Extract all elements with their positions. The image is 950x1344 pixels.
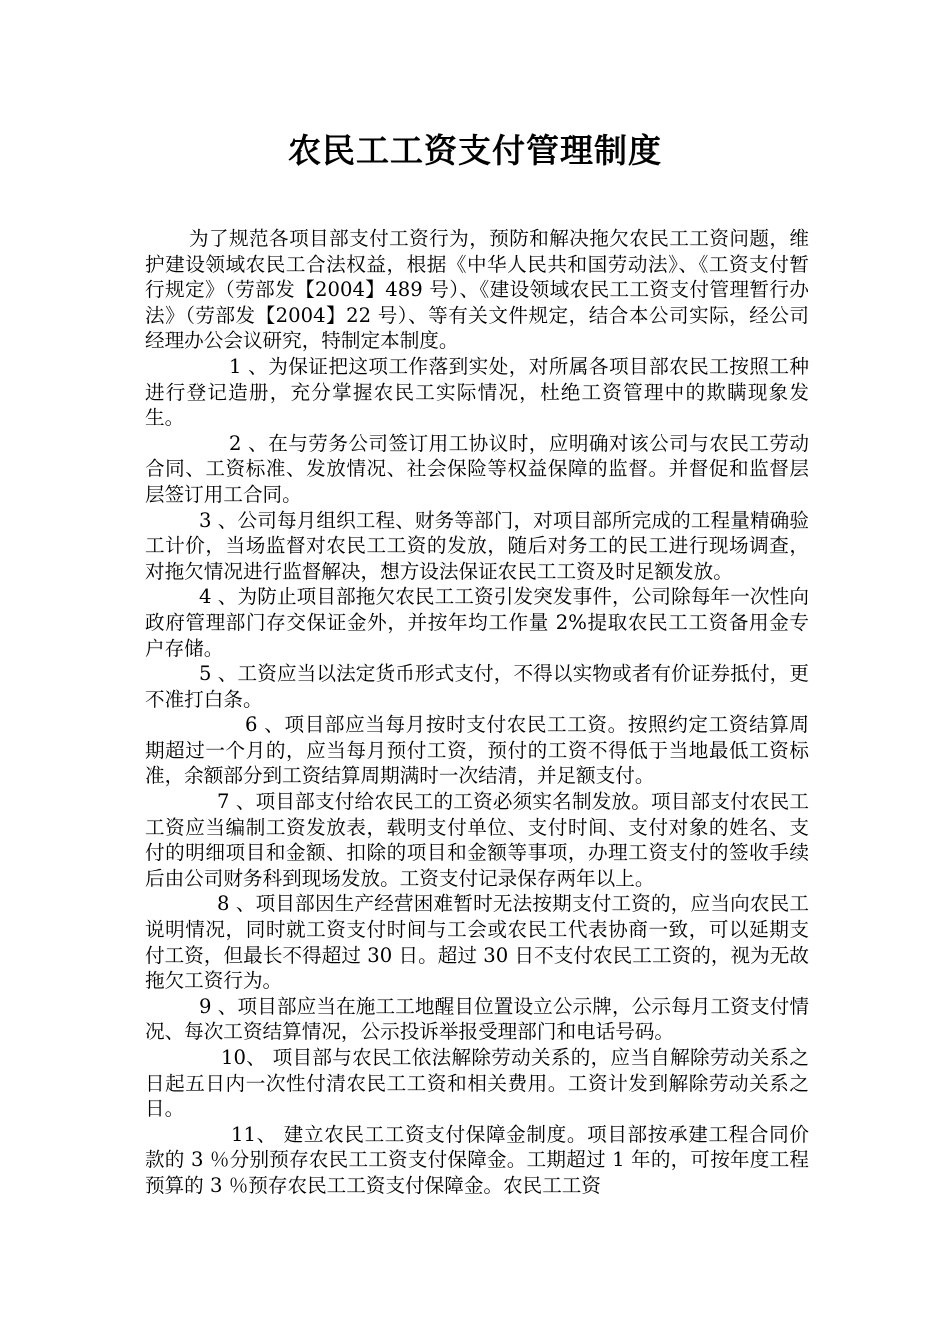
clause-3-paragraph: 3 、公司每月组织工程、财务等部门，对项目部所完成的工程量精确验工计价，当场监督对农民工工资的发放，随后对务工的民工进行现场调查，对拖欠情况进行监督解决，想方设法保证农民工工资及时足额发放。	[145, 508, 809, 583]
clause-10-paragraph: 10、 项目部与农民工依法解除劳动关系的，应当自解除劳动关系之日起五日内一次性付清农民工工资和相关费用。工资计发到解除劳动关系之日。	[145, 1046, 809, 1121]
clause-8-paragraph: 8 、项目部因生产经营困难暂时无法按期支付工资的，应当向农民工说明情况，同时就工资支付时间与工会或农民工代表协商一致，可以延期支付工资，但最长不得超过 30 日。超过 30 日不支付农民工工资的，视为无故拖欠工资行为。	[145, 892, 809, 993]
clause-6-paragraph: 6 、项目部应当每月按时支付农民工工资。按照约定工资结算周期超过一个月的，应当每月预付工资，预付的工资不得低于当地最低工资标准，余额部分到工资结算周期满时一次结清，并足额支付。	[145, 713, 809, 788]
document-title: 农民工工资支付管理制度	[288, 131, 662, 170]
document-body	[145, 226, 809, 1199]
clause-5-paragraph: 5 、工资应当以法定货币形式支付，不得以实物或者有价证券抵付，更不准打白条。	[145, 662, 809, 711]
intro-paragraph: 为了规范各项目部支付工资行为，预防和解决拖欠农民工工资问题，维护建设领域农民工合法权益，根据《中华人民共和国劳动法》、《工资支付暂行规定》（劳部发【2004】489 号）、《建设领域农民工工资支付管理暂行办法》（劳部发【2004】22 号）、等有关文件规定，结合本公司实际，经公司经理办公会议研究，特制定本制度。	[145, 227, 809, 353]
clause-4-paragraph: 4 、为防止项目部拖欠农民工工资引发突发事件，公司除每年一次性向政府管理部门存交保证金外，并按年均工作量 2%提取农民工工资备用金专户存储。	[145, 585, 809, 660]
clause-11-paragraph: 11、 建立农民工工资支付保障金制度。项目部按承建工程合同价款的 3 ％分别预存农民工工资支付保障金。工期超过 1 年的，可按年度工程预算的 3 ％预存农民工工资支付保障金。农民工工资	[145, 1122, 809, 1197]
clause-1-paragraph: 1 、为保证把这项工作落到实处，对所属各项目部农民工按照工种进行登记造册，充分掌握农民工实际情况，杜绝工资管理中的欺瞒现象发生。	[145, 354, 809, 430]
clause-9-paragraph: 9 、项目部应当在施工工地醒目位置设立公示牌，公示每月工资支付情况、每次工资结算情况，公示投诉举报受理部门和电话号码。	[145, 994, 809, 1044]
clause-7-paragraph: 7 、项目部支付给农民工的工资必须实名制发放。项目部支付农民工工资应当编制工资发放表，载明支付单位、支付时间、支付对象的姓名、支付的明细项目和金额、扣除的项目和金额等事项，办理工资支付的签收手续后由公司财务科到现场发放。工资支付记录保存两年以上。	[145, 790, 809, 890]
clause-2-paragraph: 2 、在与劳务公司签订用工协议时，应明确对该公司与农民工劳动合同、工资标准、发放情况、社会保险等权益保障的监督。并督促和监督层层签订用工合同。	[145, 431, 809, 506]
